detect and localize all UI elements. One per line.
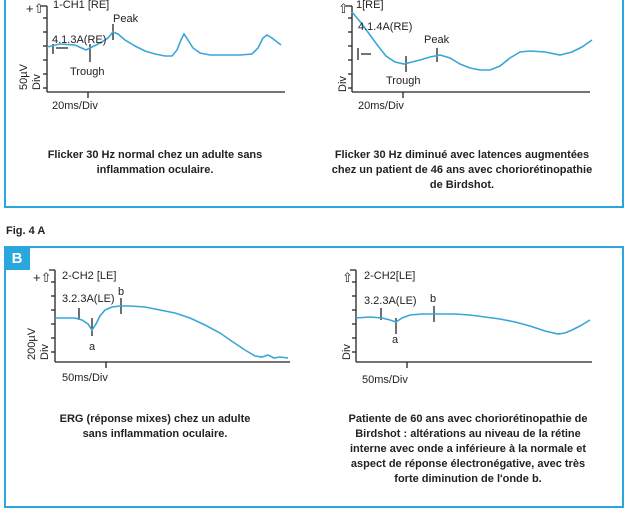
caption-b2-line: Patiente de 60 ans avec choriorétinopathie de bbox=[348, 413, 588, 425]
plot-a1-x-scale: 20ms/Div bbox=[52, 100, 98, 112]
plot-a1-trough-label: Trough bbox=[70, 66, 105, 78]
plot-b2-y-unit: Div bbox=[341, 344, 353, 360]
plot-a2-y-unit: Div bbox=[337, 76, 349, 92]
caption-a2-line: Flicker 30 Hz diminué avec latences augmentées bbox=[334, 149, 590, 161]
plot-a2-channel-label: 1[RE] bbox=[356, 0, 384, 11]
plot-b2-b-label: b bbox=[430, 293, 437, 305]
caption-a1-line: inflammation oculaire. bbox=[96, 164, 214, 176]
plot-b2-a-label: a bbox=[392, 334, 399, 346]
plot-b1-channel-label: 2-CH2 [LE] bbox=[62, 270, 117, 282]
plot-b2-marker-label: 3.2.3A(LE) bbox=[364, 295, 417, 307]
caption-b2-line: aspect de réponse électronégative, avec très bbox=[350, 458, 586, 470]
plot-a2-scale-mark bbox=[358, 48, 371, 60]
caption-b1-line: sans inflammation oculaire. bbox=[82, 428, 228, 440]
caption-b2-line: interne avec onde a inférieure à la normale et bbox=[350, 443, 586, 455]
caption-b2-line: forte diminution de l'onde b. bbox=[394, 473, 542, 485]
plot-b2-channel-label: 2-CH2[LE] bbox=[364, 270, 416, 282]
plot-b1-a-label: a bbox=[89, 341, 96, 353]
plot-b2-trace bbox=[356, 314, 590, 334]
caption-a2-line: de Birdshot. bbox=[429, 179, 495, 191]
plot-a2-x-scale: 20ms/Div bbox=[358, 100, 404, 112]
caption-b2 bbox=[318, 412, 618, 487]
caption-b1 bbox=[20, 412, 290, 442]
plot-a1-peak-label: Peak bbox=[113, 13, 139, 25]
plot-b2-plus-arrow: ⇧ bbox=[342, 270, 353, 285]
plot-b1-y-scale: 200µV bbox=[26, 327, 38, 360]
plot-b1-x-scale: 50ms/Div bbox=[62, 372, 108, 384]
plot-a1-y-unit: Div bbox=[31, 74, 43, 90]
plot-b1-plus-arrow: +⇧ bbox=[33, 270, 52, 285]
plot-a1 bbox=[41, 6, 285, 98]
plot-b1-marker-label: 3.2.3A(LE) bbox=[62, 293, 115, 305]
plot-b1-y-unit: Div bbox=[39, 344, 51, 360]
plot-a1-plus-arrow: +⇧ bbox=[26, 1, 45, 16]
figure-label: Fig. 4 A bbox=[6, 225, 46, 237]
caption-a2-line: chez un patient de 46 ans avec choriorétinopathie bbox=[331, 164, 593, 176]
caption-a2 bbox=[312, 148, 612, 193]
plot-a1-marker-label: 4.1.3A(RE) bbox=[52, 34, 107, 46]
plot-a2-marker-label: 4.1.4A(RE) bbox=[358, 21, 413, 33]
plot-a2-peak-label: Peak bbox=[424, 34, 450, 46]
plot-a2-plus-arrow: ⇧ bbox=[338, 1, 349, 16]
caption-a1-line: Flicker 30 Hz normal chez un adulte sans bbox=[47, 149, 263, 161]
panel-b-badge: B bbox=[4, 246, 30, 270]
plot-b2-x-scale: 50ms/Div bbox=[362, 374, 408, 386]
plot-a1-channel-label: 1-CH1 [RE] bbox=[53, 0, 110, 11]
caption-b2-line: Birdshot : altérations au niveau de la rétine bbox=[355, 428, 581, 440]
plot-a2-trough-label: Trough bbox=[386, 75, 421, 87]
caption-a1 bbox=[20, 148, 290, 178]
plot-a1-y-scale: 50µV bbox=[18, 64, 30, 90]
caption-b1-line: ERG (réponse mixes) chez un adulte bbox=[59, 413, 251, 425]
plot-b1 bbox=[49, 270, 290, 368]
plot-b1-b-label: b bbox=[118, 286, 125, 298]
